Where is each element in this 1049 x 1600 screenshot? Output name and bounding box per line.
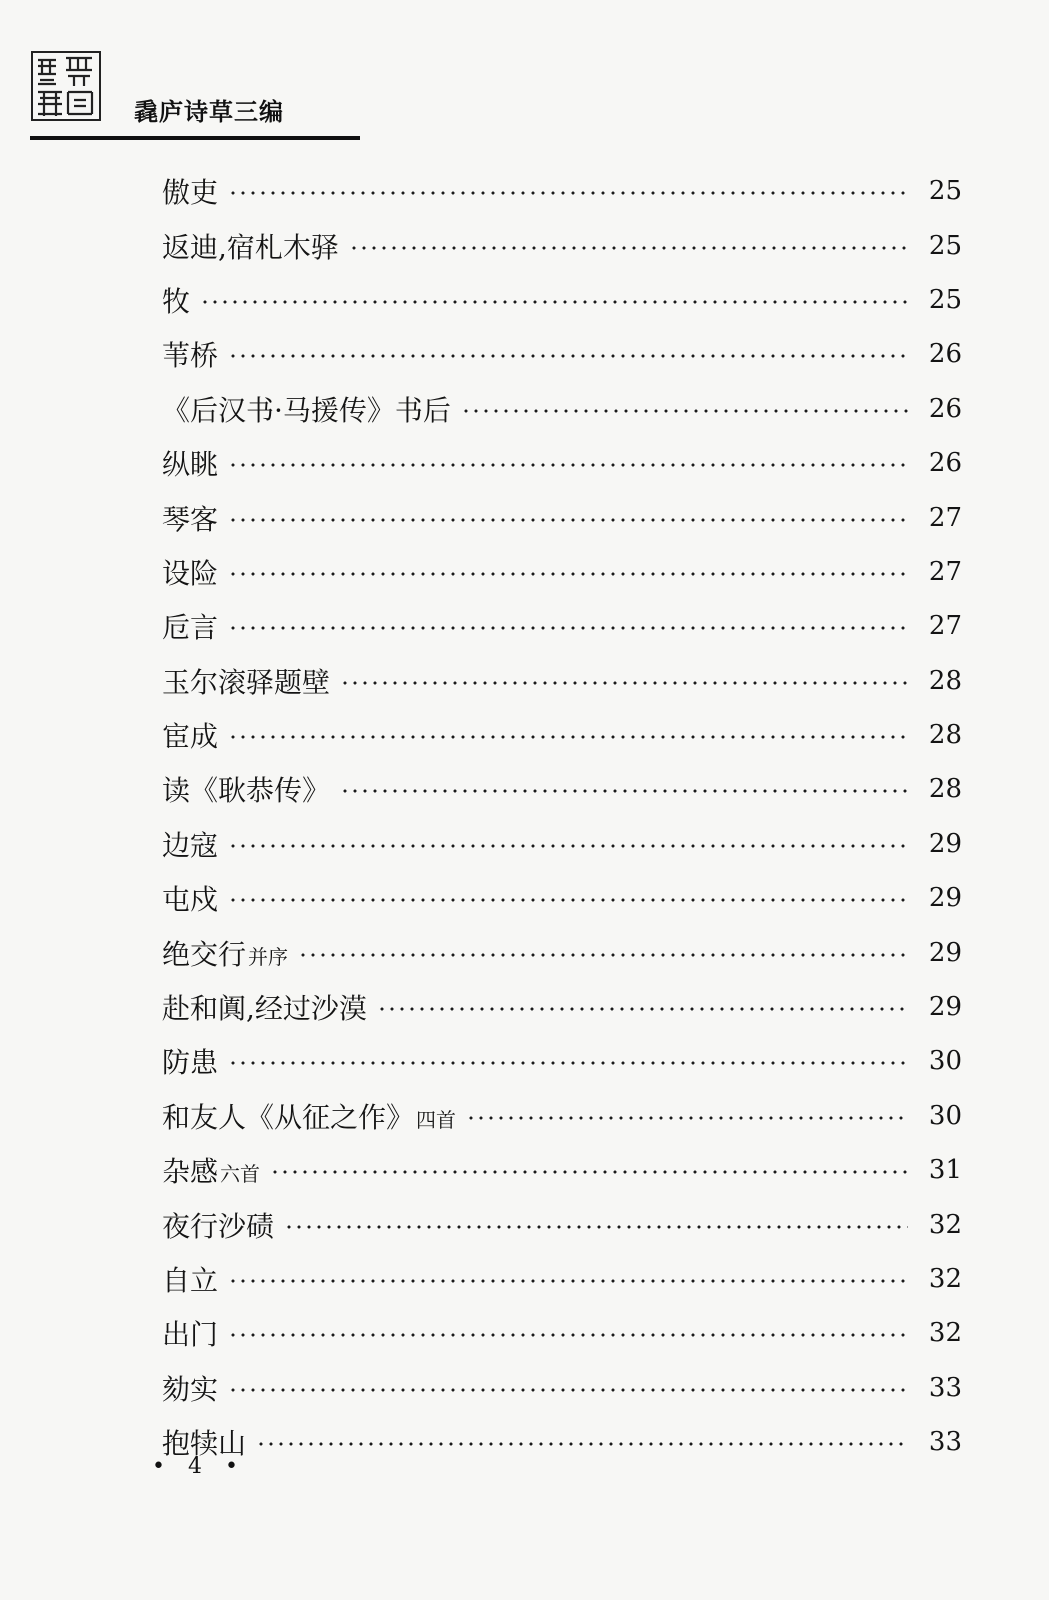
toc-entry-title-text: 赴和阗,经过沙漠 bbox=[162, 992, 367, 1026]
toc-entry bbox=[162, 382, 962, 436]
toc-entry-title bbox=[162, 1096, 466, 1136]
toc-entry-page: 28 bbox=[928, 665, 962, 696]
toc-entry bbox=[162, 1143, 962, 1197]
toc-entry-title bbox=[162, 1368, 228, 1408]
toc-leader-dots bbox=[200, 300, 908, 304]
toc-leader-dots bbox=[284, 1225, 908, 1229]
seal-logo-icon bbox=[30, 50, 102, 122]
toc-entry-title-text: 夜行沙碛 bbox=[162, 1209, 275, 1243]
toc-entry-page: 27 bbox=[928, 556, 962, 587]
toc-entry bbox=[162, 1306, 962, 1360]
toc-entry-title-text: 和友人《从征之作》 bbox=[162, 1100, 415, 1134]
header-rule bbox=[30, 136, 360, 140]
toc-entry-title-text: 卮言 bbox=[162, 611, 219, 645]
toc-entry bbox=[162, 708, 962, 762]
toc-entry bbox=[162, 218, 962, 272]
toc-entry-page: 27 bbox=[928, 611, 962, 642]
toc-entry-title bbox=[162, 769, 340, 809]
toc-entry-page: 25 bbox=[928, 176, 962, 207]
toc-entry bbox=[162, 1034, 962, 1088]
toc-leader-dots bbox=[228, 572, 908, 576]
toc-leader-dots bbox=[270, 1170, 908, 1174]
toc-entry-title-text: 杂感 bbox=[162, 1155, 219, 1189]
toc-entry-title-text: 设险 bbox=[162, 556, 219, 590]
toc-entry-page: 31 bbox=[928, 1155, 962, 1186]
toc-leader-dots bbox=[228, 626, 908, 630]
toc-leader-dots bbox=[340, 789, 908, 793]
toc-entry-page: 33 bbox=[928, 1427, 962, 1458]
toc-entry-page: 25 bbox=[928, 230, 962, 261]
toc-entry-title bbox=[162, 661, 340, 701]
toc-entry-title-text: 琴客 bbox=[162, 502, 219, 536]
toc-entry-title bbox=[162, 552, 228, 592]
toc-entry-title bbox=[162, 280, 200, 320]
toc-entry-title-text: 屯戍 bbox=[162, 883, 219, 917]
toc-leader-dots bbox=[228, 463, 908, 467]
toc-entry-note: 四首 bbox=[416, 1107, 457, 1132]
toc-leader-dots bbox=[228, 735, 908, 739]
toc-entry bbox=[162, 817, 962, 871]
toc-entry-title bbox=[162, 389, 461, 429]
toc-entry-page: 32 bbox=[928, 1209, 962, 1240]
toc-entry-page: 30 bbox=[928, 1100, 962, 1131]
toc-leader-dots bbox=[298, 953, 908, 957]
toc-leader-dots bbox=[228, 191, 908, 195]
book-title: 毳庐诗草三编 bbox=[134, 98, 284, 126]
toc-entry-note: 六首 bbox=[220, 1162, 261, 1187]
toc-entry-title bbox=[162, 1150, 270, 1190]
toc-entry-page: 26 bbox=[928, 339, 962, 370]
toc-leader-dots bbox=[340, 681, 908, 685]
toc-entry-title-text: 牧 bbox=[162, 284, 191, 318]
toc-entry-title-text: 劾实 bbox=[162, 1372, 219, 1406]
toc-entry-page: 29 bbox=[928, 883, 962, 914]
toc-entry bbox=[162, 762, 962, 816]
toc-entry-page: 25 bbox=[928, 284, 962, 315]
toc-entry-page: 32 bbox=[928, 1318, 962, 1349]
toc-entry bbox=[162, 654, 962, 708]
toc-entry bbox=[162, 1415, 962, 1469]
toc-entry-title-text: 防患 bbox=[162, 1046, 219, 1080]
toc-entry bbox=[162, 599, 962, 653]
toc-leader-dots bbox=[377, 1007, 908, 1011]
toc-entry bbox=[162, 490, 962, 544]
toc-entry-title-text: 读《耿恭传》 bbox=[162, 774, 331, 808]
toc-entry-note: 并序 bbox=[248, 944, 289, 969]
toc-leader-dots bbox=[349, 246, 908, 250]
toc-entry bbox=[162, 164, 962, 218]
toc-entry-title-text: 绝交行 bbox=[162, 937, 247, 971]
page-number: • 4 • bbox=[152, 1454, 246, 1479]
toc-entry-title bbox=[162, 443, 228, 483]
toc-entry-page: 29 bbox=[928, 828, 962, 859]
toc-entry bbox=[162, 1252, 962, 1306]
toc-entry-page: 32 bbox=[928, 1264, 962, 1294]
toc-entry-title-text: 纵眺 bbox=[162, 448, 219, 482]
toc-entry-title-text: 玉尔滚驿题壁 bbox=[162, 665, 331, 699]
toc-entry bbox=[162, 871, 962, 925]
toc-leader-dots bbox=[228, 1388, 908, 1392]
toc-entry-title bbox=[162, 1259, 228, 1299]
toc-leader-dots bbox=[228, 518, 908, 522]
toc-entry-title-text: 出门 bbox=[162, 1318, 219, 1352]
toc-leader-dots bbox=[228, 1061, 908, 1065]
toc-leader-dots bbox=[228, 898, 908, 902]
toc-entry-title-text: 傲吏 bbox=[162, 176, 219, 210]
toc-entry bbox=[162, 436, 962, 490]
toc-entry-page: 28 bbox=[928, 720, 962, 751]
toc-entry-title-text: 边寇 bbox=[162, 828, 219, 862]
toc-entry bbox=[162, 545, 962, 599]
toc-entry bbox=[162, 1361, 962, 1415]
toc-entry-title bbox=[162, 715, 228, 755]
toc-entry-title bbox=[162, 824, 228, 864]
toc-entry bbox=[162, 925, 962, 979]
toc-leader-dots bbox=[228, 844, 908, 848]
toc-entry bbox=[162, 273, 962, 327]
toc-entry-page: 33 bbox=[928, 1372, 962, 1403]
toc-entry-title-text: 苇桥 bbox=[162, 339, 219, 373]
toc-entry-title bbox=[162, 171, 228, 211]
toc-entry bbox=[162, 1197, 962, 1251]
toc-entry-title-text: 抱犊山 bbox=[162, 1427, 247, 1461]
toc-entry-title bbox=[162, 878, 228, 918]
toc-entry-title bbox=[162, 1205, 284, 1245]
toc-entry-title-text: 自立 bbox=[162, 1264, 219, 1297]
toc-leader-dots bbox=[256, 1442, 908, 1446]
toc-entry-page: 26 bbox=[928, 393, 962, 424]
toc-entry-title-text: 返迪,宿札木驿 bbox=[162, 230, 339, 264]
toc-leader-dots bbox=[228, 354, 908, 358]
table-of-contents bbox=[162, 164, 962, 1469]
toc-entry-page: 30 bbox=[928, 1046, 962, 1077]
toc-entry-title bbox=[162, 226, 349, 266]
toc-entry-title bbox=[162, 933, 298, 973]
toc-entry-page: 26 bbox=[928, 448, 962, 479]
toc-entry-page: 28 bbox=[928, 774, 962, 805]
toc-leader-dots bbox=[228, 1279, 908, 1283]
toc-entry-title bbox=[162, 1313, 228, 1353]
toc-leader-dots bbox=[461, 409, 908, 413]
toc-entry-page: 27 bbox=[928, 502, 962, 533]
toc-entry-title bbox=[162, 987, 377, 1027]
toc-entry bbox=[162, 1089, 962, 1143]
toc-entry bbox=[162, 327, 962, 381]
toc-entry-title bbox=[162, 334, 228, 374]
toc-entry-title-text: 宦成 bbox=[162, 720, 219, 754]
toc-entry-title bbox=[162, 1041, 228, 1081]
toc-entry-title bbox=[162, 606, 228, 646]
toc-entry-title-text: 《后汉书·马援传》书后 bbox=[162, 393, 451, 427]
toc-leader-dots bbox=[228, 1333, 908, 1337]
toc-entry-page: 29 bbox=[928, 992, 962, 1023]
toc-entry bbox=[162, 980, 962, 1034]
toc-entry-title bbox=[162, 498, 228, 538]
toc-leader-dots bbox=[466, 1116, 908, 1120]
toc-entry-page: 29 bbox=[928, 937, 962, 968]
